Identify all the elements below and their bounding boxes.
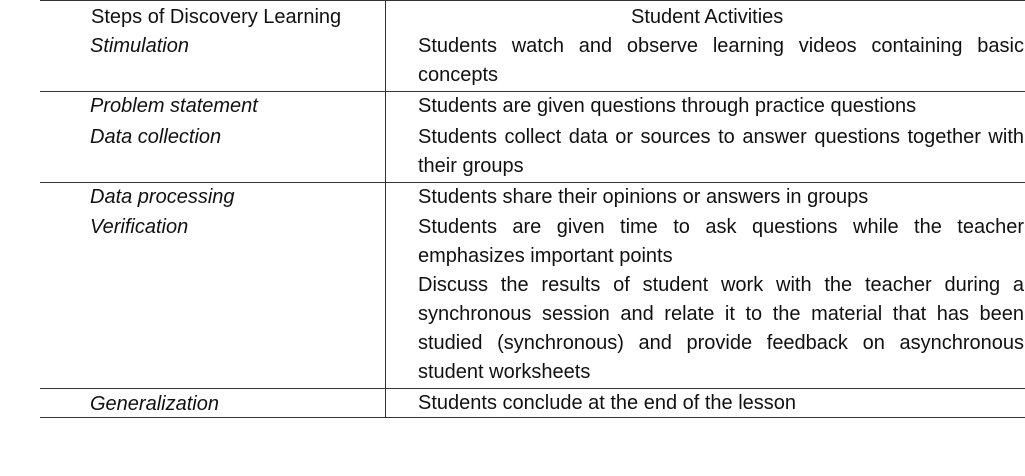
step-data-processing: Data processing [90, 186, 235, 208]
activity-data-collection: Students collect data or sources to answer questions together with their groups [418, 126, 1024, 177]
activity-verification-discussion: Discuss the results of student work with the teacher during a synchronous session and relate it to the material that has been studied (synchronous) and provide feedback on asynchronous student worksheets [418, 274, 1024, 383]
header-activities: Student Activities [631, 6, 784, 28]
activity-stimulation: Students watch and observe learning videos containing basic concepts [418, 35, 1024, 86]
table-top-rule [40, 0, 1025, 1]
step-verification: Verification [90, 216, 189, 238]
table-bottom-rule [40, 417, 1025, 418]
activity-verification-questions: Students are given time to ask questions while the teacher emphasizes important points [418, 216, 1024, 267]
activity-generalization: Students conclude at the end of the lesson [418, 392, 797, 414]
header-steps: Steps of Discovery Learning [91, 6, 342, 28]
column-divider [385, 0, 386, 418]
step-stimulation: Stimulation [90, 35, 189, 57]
activity-problem-statement: Students are given questions through practice questions [418, 95, 917, 117]
step-data-collection: Data collection [90, 126, 222, 148]
activity-data-processing: Students share their opinions or answers in groups [418, 186, 869, 208]
step-generalization: Generalization [90, 393, 219, 415]
step-problem-statement: Problem statement [90, 95, 258, 117]
